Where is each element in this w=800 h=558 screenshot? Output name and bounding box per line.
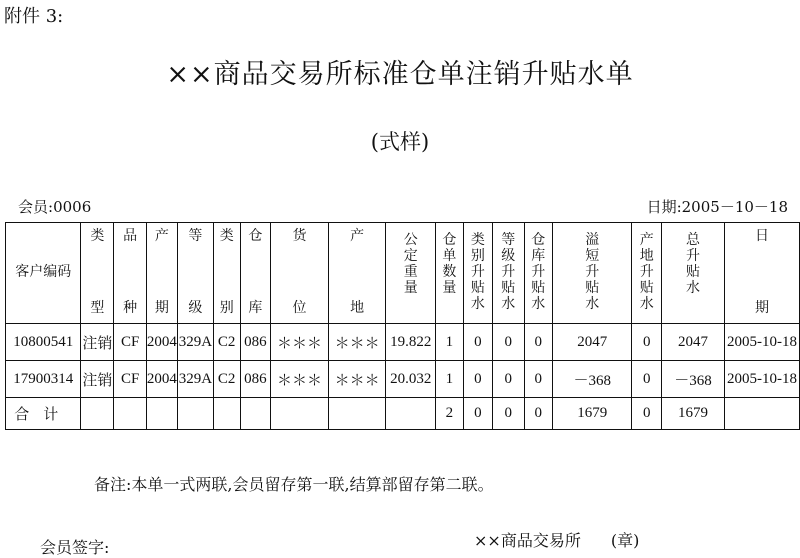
header-top-char: 等 (188, 229, 203, 244)
table-cell: ＊＊＊ (328, 324, 386, 361)
table-cell: 0 (463, 324, 492, 361)
column-header (81, 223, 114, 324)
header-char: 溢 (585, 233, 600, 248)
header-char: 数 (442, 265, 457, 280)
member-signature-label: 会员签字: (40, 538, 110, 557)
header-char: 升 (639, 265, 654, 280)
header-bottom-char: 级 (188, 301, 203, 316)
header-top-char: 类 (90, 229, 105, 244)
header-char: 贴 (639, 281, 654, 296)
table-cell: 0 (524, 361, 553, 398)
column-header (177, 223, 213, 324)
header-label: 客户编码 (15, 265, 72, 280)
table-row (6, 324, 800, 361)
table-cell: 2005-10-18 (725, 361, 800, 398)
seal-label: (章) (610, 531, 640, 550)
header-char: 量 (403, 281, 418, 296)
header-top-char: 品 (123, 229, 138, 244)
header-bottom-char: 种 (123, 301, 138, 316)
header-top-char: 产 (350, 229, 365, 244)
column-header (328, 223, 386, 324)
column-header (213, 223, 240, 324)
header-char: 仓 (442, 233, 457, 248)
total-cell: 2 (436, 398, 464, 430)
table-cell: 1 (436, 361, 464, 398)
table-cell: ＊＊＊ (271, 361, 329, 398)
date-value: 2005－10－18 (681, 198, 788, 216)
total-cell: 1679 (553, 398, 632, 430)
header-char: 升 (501, 265, 516, 280)
column-header (632, 223, 661, 324)
table-cell: 2004 (146, 324, 177, 361)
table-cell: ＊＊＊ (271, 324, 329, 361)
total-cell: 0 (493, 398, 524, 430)
member-label: 会员: (18, 198, 54, 216)
header-bottom-char: 期 (755, 301, 770, 316)
table-cell: ＊＊＊ (328, 361, 386, 398)
table-cell: 2047 (661, 324, 724, 361)
header-bottom-char: 型 (90, 301, 105, 316)
table-cell: CF (114, 324, 147, 361)
member-info (18, 196, 91, 217)
table-cell: 0 (632, 361, 661, 398)
column-header (114, 223, 147, 324)
table-cell: 10800541 (6, 324, 81, 361)
header-char: 升 (531, 265, 546, 280)
header-char: 别 (470, 249, 485, 264)
table-cell: 注销 (81, 324, 114, 361)
table-cell: 0 (493, 324, 524, 361)
table-cell: C2 (213, 324, 240, 361)
header-char: 类 (470, 233, 485, 248)
member-code: 0006 (53, 198, 92, 216)
document-subtitle: (式样) (370, 130, 430, 154)
header-top-char: 产 (154, 229, 169, 244)
header-char: 贴 (531, 281, 546, 296)
header-char: 等 (501, 233, 516, 248)
total-cell (81, 398, 114, 430)
column-header (463, 223, 492, 324)
header-char: 仓 (531, 233, 546, 248)
table-cell: 329A (177, 361, 213, 398)
column-header (524, 223, 553, 324)
table-cell: C2 (213, 361, 240, 398)
table-cell: CF (114, 361, 147, 398)
header-bottom-char: 库 (248, 301, 263, 316)
table-cell: 086 (240, 361, 271, 398)
table-cell: －368 (553, 361, 632, 398)
date-label: 日期: (646, 198, 682, 216)
table-cell: －368 (661, 361, 724, 398)
header-char: 贴 (686, 265, 700, 280)
header-char: 地 (639, 249, 654, 264)
header-char: 水 (686, 281, 700, 296)
header-char: 水 (585, 297, 600, 312)
header-char: 水 (501, 297, 516, 312)
table-cell: 2047 (553, 324, 632, 361)
table-cell: 0 (463, 361, 492, 398)
attachment-label: 附件 3: (4, 6, 64, 27)
column-header (436, 223, 464, 324)
total-cell (146, 398, 177, 430)
total-cell (240, 398, 271, 430)
header-char: 定 (403, 249, 418, 264)
column-header (6, 223, 81, 324)
table-cell: 1 (436, 324, 464, 361)
remark-note: 备注:本单一式两联,会员留存第一联,结算部留存第二联。 (94, 475, 494, 494)
exchange-seal-line (474, 528, 639, 551)
table-cell: 20.032 (386, 361, 436, 398)
header-char: 贴 (501, 281, 516, 296)
header-top-char: 货 (292, 229, 307, 244)
header-char: 短 (585, 249, 600, 264)
header-char: 水 (531, 297, 546, 312)
header-char: 重 (403, 265, 418, 280)
table-cell: 17900314 (6, 361, 81, 398)
total-cell: 0 (632, 398, 661, 430)
document-title: ××商品交易所标准仓单注销升贴水单 (166, 59, 634, 90)
table-cell: 086 (240, 324, 271, 361)
table-cell: 2004 (146, 361, 177, 398)
header-char: 公 (403, 233, 418, 248)
header-top-char: 仓 (248, 229, 263, 244)
column-header (725, 223, 800, 324)
total-cell (213, 398, 240, 430)
header-bottom-char: 别 (219, 301, 234, 316)
header-char: 升 (686, 249, 700, 264)
date-info (647, 196, 788, 217)
exchange-name: ××商品交易所 (474, 531, 581, 550)
header-char: 级 (501, 249, 516, 264)
header-char: 产 (639, 233, 654, 248)
column-header (553, 223, 632, 324)
header-bottom-char: 期 (154, 301, 169, 316)
table-cell: 0 (493, 361, 524, 398)
table-cell: 0 (632, 324, 661, 361)
column-header (386, 223, 436, 324)
table-cell: 注销 (81, 361, 114, 398)
header-char: 贴 (585, 281, 600, 296)
header-char: 水 (639, 297, 654, 312)
total-cell (386, 398, 436, 430)
header-bottom-char: 位 (292, 301, 307, 316)
header-char: 单 (442, 249, 457, 264)
total-label: 合计 (6, 398, 81, 430)
column-header (661, 223, 724, 324)
column-header (146, 223, 177, 324)
header-top-char: 类 (219, 229, 234, 244)
table-cell: 2005-10-18 (725, 324, 800, 361)
column-header (271, 223, 329, 324)
header-char: 量 (442, 281, 457, 296)
table-total-row (6, 398, 800, 430)
table-header-row (6, 223, 800, 324)
header-char: 贴 (470, 281, 485, 296)
premium-discount-table (5, 222, 800, 430)
header-bottom-char: 地 (350, 301, 365, 316)
total-cell (328, 398, 386, 430)
header-char: 总 (686, 233, 700, 248)
header-char: 库 (531, 249, 546, 264)
total-cell: 0 (463, 398, 492, 430)
total-cell: 0 (524, 398, 553, 430)
header-char: 升 (470, 265, 485, 280)
total-cell (725, 398, 800, 430)
table-row (6, 361, 800, 398)
total-cell (114, 398, 147, 430)
header-char: 升 (585, 265, 600, 280)
total-cell (271, 398, 329, 430)
column-header (493, 223, 524, 324)
column-header (240, 223, 271, 324)
total-cell (177, 398, 213, 430)
total-cell: 1679 (661, 398, 724, 430)
header-top-char: 日 (755, 229, 770, 244)
table-cell: 0 (524, 324, 553, 361)
table-cell: 19.822 (386, 324, 436, 361)
table-cell: 329A (177, 324, 213, 361)
header-char: 水 (470, 297, 485, 312)
